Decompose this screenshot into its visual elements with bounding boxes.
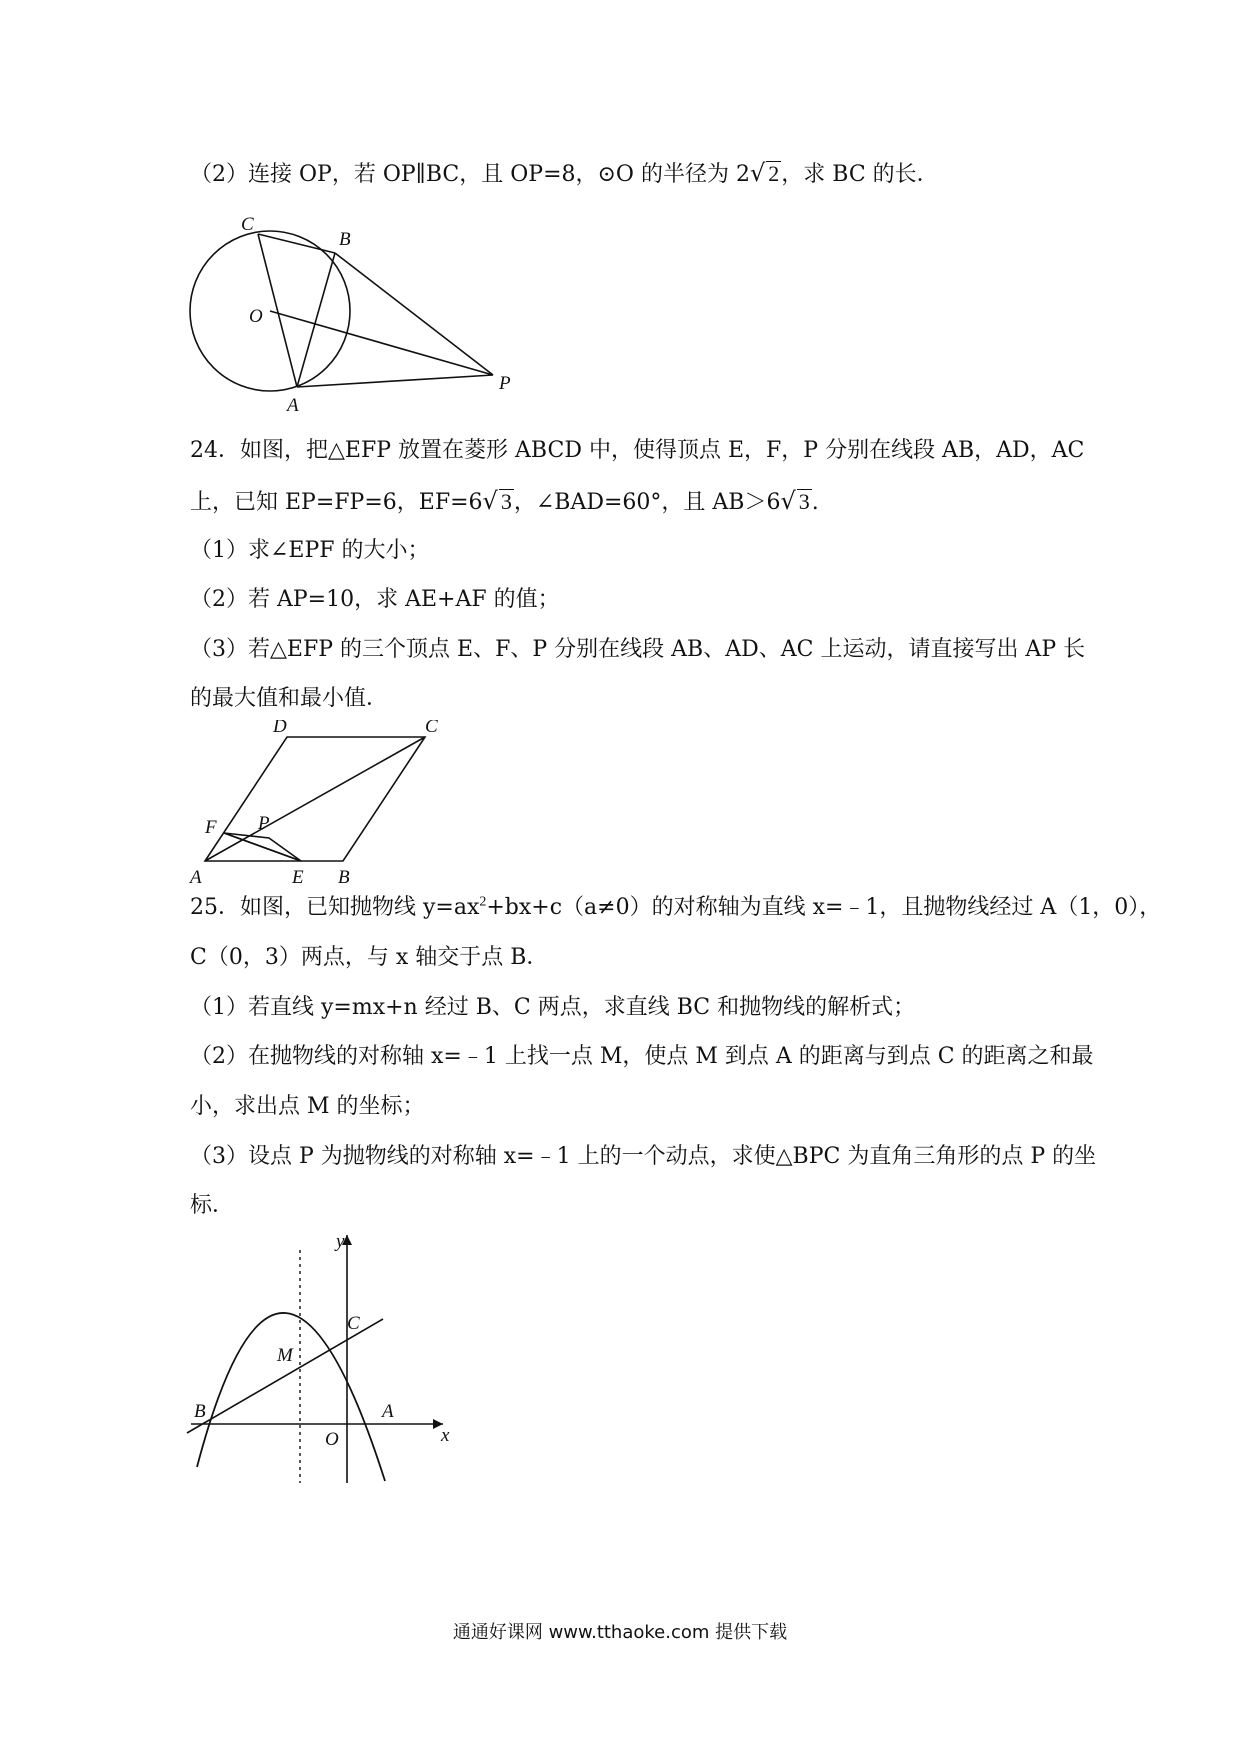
q24-part3-line1: （3）若△EFP 的三个顶点 E、F、P 分别在线段 AB、AD、AC 上运动，请直接写出 AP 长 — [190, 637, 1086, 662]
q25-line1: 25．如图，已知抛物线 $y=ax^2+bx+c(a\ne 0)$的对称轴为直线 x=﹣1，且抛物线经过 A（1，0）， — [190, 894, 1162, 920]
label-f: F — [205, 817, 217, 838]
footer-source: 通通好课网 www.tthaoke.com 提供下载 — [452, 1622, 788, 1643]
label-c: C — [241, 214, 254, 235]
label-b: B — [339, 229, 351, 250]
label-a: A — [190, 867, 202, 885]
q24-part3-line2: 的最大值和最小值． — [190, 686, 389, 711]
segment-bp — [335, 253, 493, 375]
label-b: B — [338, 867, 350, 885]
q24-part2: （2）若 AP=10，求 AE+AF 的值； — [190, 587, 560, 612]
segment-ap — [297, 375, 493, 387]
q23-figure-circle-tangent — [185, 205, 525, 420]
label-p: P — [499, 373, 511, 394]
label-b: B — [194, 1401, 206, 1422]
q25-part3-line2: 标． — [190, 1193, 235, 1218]
segment-ca — [258, 234, 297, 387]
q25-part2-line2: 小，求出点 M 的坐标； — [190, 1094, 425, 1119]
diagonal-ac — [205, 737, 425, 861]
label-c: C — [347, 1313, 360, 1334]
q23-part2: （2）连接 OP，若 OP∥BC，且 OP=8，⊙O 的半径为 2√ 2，求 BC 的长． — [190, 159, 939, 187]
q25-part2-line1: （2）在抛物线的对称轴 x=﹣1 上找一点 M，使点 M 到点 A 的距离与到点 C 的距离之和最 — [190, 1044, 1094, 1069]
q25-part1: （1）若直线 y=mx+n 经过 B、C 两点，求直线 BC 和抛物线的解析式； — [190, 995, 916, 1020]
q24-part1: （1）求∠EPF 的大小； — [190, 538, 430, 563]
label-a: A — [382, 1401, 394, 1422]
label-x: x — [441, 1425, 450, 1446]
line-bc — [187, 1319, 383, 1433]
q25-figure-parabola — [185, 1225, 455, 1485]
label-p: P — [258, 813, 270, 834]
label-e: E — [292, 867, 304, 885]
label-m: M — [277, 1345, 293, 1366]
q24-line1: 24．如图，把△EFP 放置在菱形 ABCD 中，使得顶点 E，F，P 分别在线段 AB，AD，AC — [190, 438, 1085, 463]
label-y: y — [336, 1231, 345, 1252]
label-d: D — [273, 720, 287, 737]
segment-cb — [258, 234, 335, 253]
label-a: A — [287, 395, 299, 416]
q25-line2: C（0，3）两点，与 x 轴交于点 B． — [190, 945, 549, 970]
parabola — [197, 1313, 385, 1481]
q25-part3-line1: （3）设点 P 为抛物线的对称轴 x=﹣1 上的一个动点，求使△BPC 为直角三角形的点 P 的坐 — [190, 1144, 1097, 1169]
q24-figure-rhombus — [185, 720, 455, 885]
label-o: O — [325, 1429, 339, 1450]
label-c: C — [425, 720, 438, 737]
q24-line2: 上，已知 EP=FP=6，EF=6√ 3，∠BAD=60°，且 AB＞6√ 3. — [190, 487, 819, 515]
label-o: O — [249, 306, 263, 327]
